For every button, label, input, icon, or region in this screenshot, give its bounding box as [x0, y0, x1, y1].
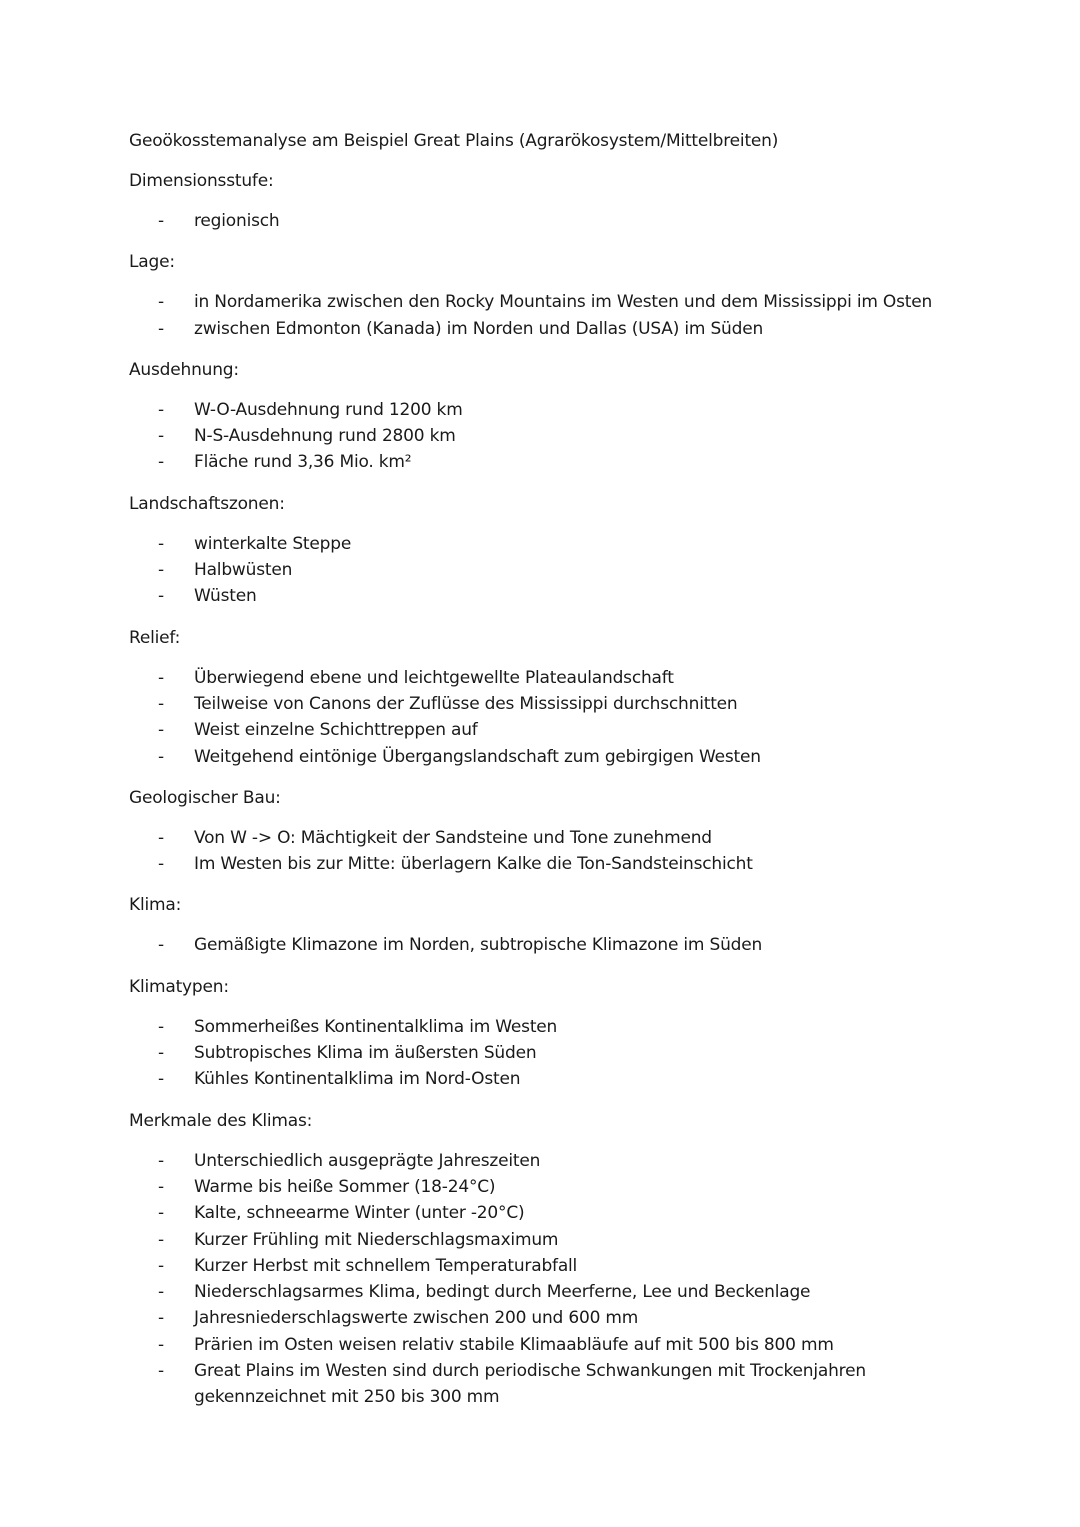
list-item-text: Wüsten: [194, 586, 257, 607]
bullet-list: [129, 932, 949, 958]
list-item-text: Kurzer Herbst mit schnellem Temperaturabfall: [194, 1255, 578, 1276]
list-item: [129, 1066, 949, 1092]
list-item-text: Im Westen bis zur Mitte: überlagern Kalke die Ton-Sandsteinschicht: [194, 854, 753, 875]
sections-container: [129, 168, 949, 1411]
dash-bullet-icon: -: [158, 1334, 164, 1355]
list-item: [129, 825, 949, 851]
list-item: [129, 1148, 949, 1174]
bullet-list: [129, 397, 949, 476]
dash-bullet-icon: -: [158, 586, 164, 607]
list-item: [129, 583, 949, 609]
list-item: [129, 1358, 949, 1411]
section: [129, 974, 949, 1093]
dash-bullet-icon: -: [158, 211, 164, 231]
list-item: [129, 557, 949, 583]
list-item-text: N-S-Ausdehnung rund 2800 km: [194, 426, 456, 447]
list-item: [129, 316, 949, 342]
list-item: [129, 744, 949, 770]
list-item: [129, 717, 949, 743]
list-item: [129, 289, 949, 315]
list-item-text: Fläche rund 3,36 Mio. km²: [194, 452, 412, 473]
list-item-text: W-O-Ausdehnung rund 1200 km: [194, 399, 463, 420]
list-item-text: Subtropisches Klima im äußersten Süden: [194, 1043, 537, 1064]
dash-bullet-icon: -: [158, 746, 164, 767]
section-heading: Klima:: [129, 895, 182, 916]
dash-bullet-icon: -: [158, 1361, 164, 1382]
list-item: [129, 691, 949, 717]
list-item: [129, 1305, 949, 1331]
section: [129, 892, 949, 958]
list-item: [129, 851, 949, 877]
section-heading: Merkmale des Klimas:: [129, 1110, 313, 1131]
dash-bullet-icon: -: [158, 1016, 164, 1037]
section-heading: Dimensionsstufe:: [129, 171, 274, 191]
dash-bullet-icon: -: [158, 292, 164, 313]
list-item: [129, 932, 949, 958]
list-item-text: Halbwüsten: [194, 560, 293, 581]
bullet-list: [129, 825, 949, 878]
dash-bullet-icon: -: [158, 452, 164, 473]
list-item-text: Weist einzelne Schichttreppen auf: [194, 720, 478, 741]
section-heading: Landschaftszonen:: [129, 493, 285, 514]
dash-bullet-icon: -: [158, 693, 164, 714]
list-item-text: Unterschiedlich ausgeprägte Jahreszeiten: [194, 1150, 541, 1171]
section-heading: Relief:: [129, 627, 181, 648]
list-item: [129, 665, 949, 691]
section: [129, 625, 949, 770]
list-item: [129, 1332, 949, 1358]
section-heading: Klimatypen:: [129, 976, 229, 997]
dash-bullet-icon: -: [158, 426, 164, 447]
dash-bullet-icon: -: [158, 318, 164, 339]
section: [129, 491, 949, 610]
bullet-list: [129, 1014, 949, 1093]
list-item-text: Great Plains im Westen sind durch periodische Schwankungen mit Trockenjahren gekennzeichnet mit 250 bis 300 mm: [194, 1361, 866, 1408]
list-item: [129, 423, 949, 449]
section: [129, 249, 949, 342]
list-item-text: Überwiegend ebene und leichtgewellte Plateaulandschaft: [194, 667, 674, 688]
dash-bullet-icon: -: [158, 1203, 164, 1224]
dash-bullet-icon: -: [158, 667, 164, 688]
list-item-text: winterkalte Steppe: [194, 533, 352, 554]
dash-bullet-icon: -: [158, 1229, 164, 1250]
list-item-text: Teilweise von Canons der Zuflüsse des Mississippi durchschnitten: [194, 693, 738, 714]
bullet-list: [129, 208, 949, 234]
bullet-list: [129, 1148, 949, 1411]
section-heading: Geologischer Bau:: [129, 787, 281, 808]
list-item: [129, 208, 949, 234]
list-item: [129, 1040, 949, 1066]
dash-bullet-icon: -: [158, 1069, 164, 1090]
list-item: [129, 531, 949, 557]
dash-bullet-icon: -: [158, 1308, 164, 1329]
list-item: [129, 1253, 949, 1279]
dash-bullet-icon: -: [158, 560, 164, 581]
dash-bullet-icon: -: [158, 1043, 164, 1064]
bullet-list: [129, 531, 949, 610]
list-item-text: Niederschlagsarmes Klima, bedingt durch Meerferne, Lee und Beckenlage: [194, 1282, 811, 1303]
list-item: [129, 1200, 949, 1226]
list-item-text: Kurzer Frühling mit Niederschlagsmaximum: [194, 1229, 559, 1250]
list-item-text: Sommerheißes Kontinentalklima im Westen: [194, 1016, 558, 1037]
list-item: [129, 1174, 949, 1200]
bullet-list: [129, 289, 949, 342]
list-item-text: Weitgehend eintönige Übergangslandschaft zum gebirgigen Westen: [194, 746, 761, 767]
dash-bullet-icon: -: [158, 720, 164, 741]
list-item: [129, 397, 949, 423]
dash-bullet-icon: -: [158, 1150, 164, 1171]
list-item-text: zwischen Edmonton (Kanada) im Norden und Dallas (USA) im Süden: [194, 318, 764, 339]
dash-bullet-icon: -: [158, 1282, 164, 1303]
list-item: [129, 449, 949, 475]
list-item-text: Warme bis heiße Sommer (18-24°C): [194, 1176, 496, 1197]
list-item-text: Prärien im Osten weisen relativ stabile Klimaabläufe auf mit 500 bis 800 mm: [194, 1334, 834, 1355]
bullet-list: [129, 665, 949, 770]
dash-bullet-icon: -: [158, 935, 164, 956]
list-item: [129, 1227, 949, 1253]
section: [129, 357, 949, 476]
dash-bullet-icon: -: [158, 854, 164, 875]
dash-bullet-icon: -: [158, 827, 164, 848]
list-item: [129, 1279, 949, 1305]
section-heading: Lage:: [129, 252, 175, 273]
list-item-text: Kühles Kontinentalklima im Nord-Osten: [194, 1069, 521, 1090]
section: [129, 168, 949, 234]
document-page: [129, 128, 949, 1426]
list-item-text: regionisch: [194, 211, 280, 231]
dash-bullet-icon: -: [158, 1255, 164, 1276]
list-item-text: Jahresniederschlagswerte zwischen 200 und 600 mm: [194, 1308, 639, 1329]
dash-bullet-icon: -: [158, 533, 164, 554]
dash-bullet-icon: -: [158, 399, 164, 420]
section: [129, 1108, 949, 1411]
list-item-text: Gemäßigte Klimazone im Norden, subtropische Klimazone im Süden: [194, 935, 763, 956]
section-heading: Ausdehnung:: [129, 359, 239, 380]
dash-bullet-icon: -: [158, 1176, 164, 1197]
list-item-text: Kalte, schneearme Winter (unter -20°C): [194, 1203, 525, 1224]
document-title: Geoökosstemanalyse am Beispiel Great Plains (Agrarökosystem/Mittelbreiten): [129, 131, 779, 151]
section: [129, 785, 949, 878]
list-item-text: Von W -> O: Mächtigkeit der Sandsteine und Tone zunehmend: [194, 827, 712, 848]
list-item-text: in Nordamerika zwischen den Rocky Mountains im Westen und dem Mississippi im Osten: [194, 292, 933, 313]
list-item: [129, 1014, 949, 1040]
